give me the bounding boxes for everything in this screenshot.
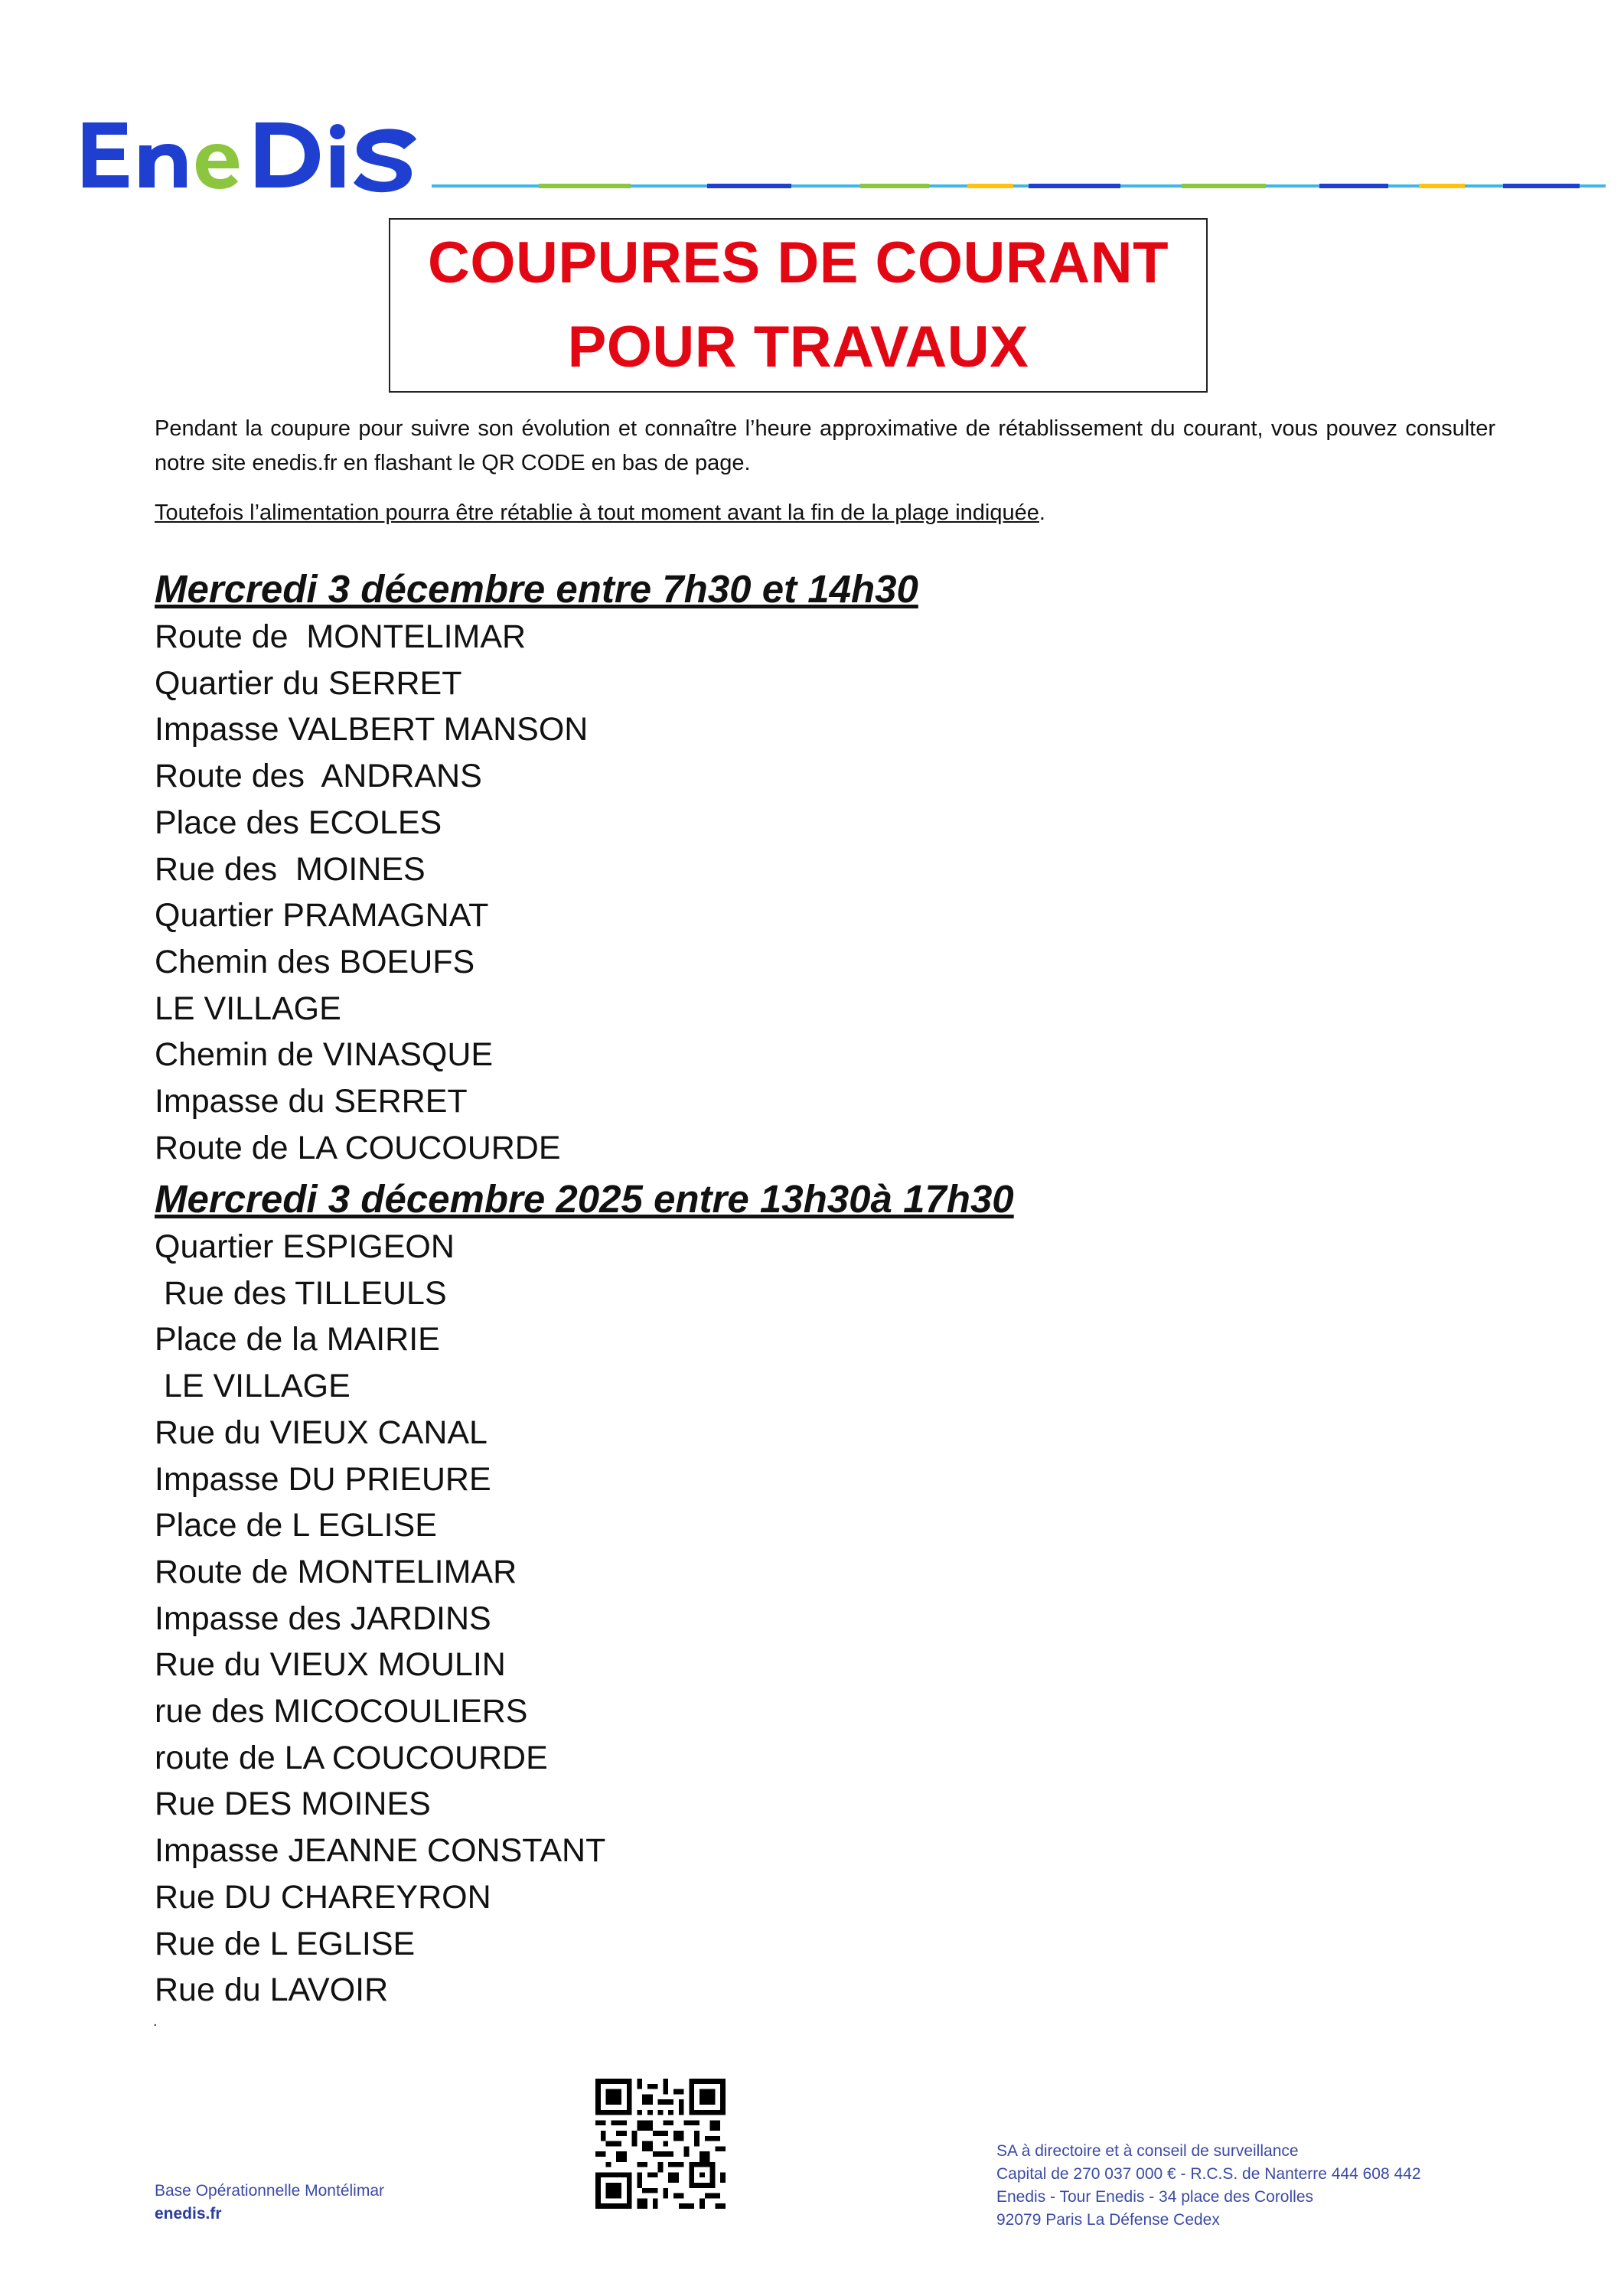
footer-legal-line: Enedis - Tour Enedis - 34 place des Corolles xyxy=(996,2188,1314,2206)
section-1 xyxy=(155,565,918,1171)
header-stripe xyxy=(432,182,1606,190)
notice-underlined: Toutefois l’alimentation pourra être rétablie à tout moment avant la fin de la plage indiquée xyxy=(155,501,1039,525)
street-item: Rue DES MOINES xyxy=(155,1786,431,1823)
title-box xyxy=(389,218,1208,393)
street-item: Route de MONTELIMAR xyxy=(155,1553,517,1590)
intro-paragraph: Pendant la coupure pour suivre son évolution et connaître l’heure approximative de rétablissement du courant, vous pouvez consulter notre site enedis.fr en flashant le QR CODE en bas de page. xyxy=(155,416,1495,475)
street-item: Quartier ESPIGEON xyxy=(155,1228,455,1265)
street-item: Rue des TILLEULS xyxy=(155,1274,447,1312)
street-item: Place des ECOLES xyxy=(155,804,442,841)
street-item: Rue du LAVOIR xyxy=(155,1971,389,2009)
street-item: Route des ANDRANS xyxy=(155,758,482,795)
footer-legal-line: 92079 Paris La Défense Cedex xyxy=(996,2211,1220,2229)
street-item: Impasse DU PRIEURE xyxy=(155,1460,491,1498)
street-item: Route de MONTELIMAR xyxy=(155,618,527,655)
street-item: Quartier PRAMAGNAT xyxy=(155,897,489,934)
footer-legal-line: Capital de 270 037 000 € - R.C.S. de Nanterre 444 608 442 xyxy=(996,2165,1421,2183)
footer-website-link[interactable]: enedis.fr xyxy=(155,2205,222,2223)
street-item: Rue des MOINES xyxy=(155,850,426,888)
section-2 xyxy=(155,1175,1014,2014)
street-item: Rue DU CHAREYRON xyxy=(155,1878,491,1916)
street-item: rue des MICOCOULIERS xyxy=(155,1693,528,1730)
street-item: Impasse des JARDINS xyxy=(155,1600,491,1637)
street-item: Route de LA COUCOURDE xyxy=(155,1129,561,1166)
street-item: LE VILLAGE xyxy=(155,990,341,1027)
street-item: Impasse VALBERT MANSON xyxy=(155,711,589,748)
street-item: route de LA COUCOURDE xyxy=(155,1739,548,1776)
notice-end: . xyxy=(1039,501,1045,525)
footer-legal-line: SA à directoire et à conseil de surveillance xyxy=(996,2142,1299,2160)
street-item: Quartier du SERRET xyxy=(155,664,462,702)
street-item: Place de la MAIRIE xyxy=(155,1321,440,1358)
street-item: Rue de L EGLISE xyxy=(155,1925,416,1962)
street-item: LE VILLAGE xyxy=(155,1368,351,1405)
title-line-1: COUPURES DE COURANT xyxy=(428,230,1169,295)
street-item: Chemin des BOEUFS xyxy=(155,943,475,980)
street-item: Place de L EGLISE xyxy=(155,1507,437,1544)
section-heading: Mercredi 3 décembre 2025 entre 13h30à 17h30 xyxy=(155,1177,1014,1221)
footer-left xyxy=(155,2180,384,2226)
qr-code[interactable] xyxy=(595,2079,726,2209)
street-item: Chemin de VINASQUE xyxy=(155,1036,494,1074)
notice-paragraph xyxy=(155,496,1045,530)
street-item: Impasse JEANNE CONSTANT xyxy=(155,1832,606,1870)
stray-dot: . xyxy=(153,2013,158,2030)
street-item: Rue du VIEUX MOULIN xyxy=(155,1646,506,1684)
footer-legal xyxy=(996,2140,1421,2232)
enedis-logo xyxy=(80,115,424,199)
street-item: Rue du VIEUX CANAL xyxy=(155,1414,488,1451)
street-item: Impasse du SERRET xyxy=(155,1083,468,1120)
footer-base-name: Base Opérationnelle Montélimar xyxy=(155,2182,384,2200)
title-line-2: POUR TRAVAUX xyxy=(567,315,1029,380)
section-heading: Mercredi 3 décembre entre 7h30 et 14h30 xyxy=(155,567,918,611)
